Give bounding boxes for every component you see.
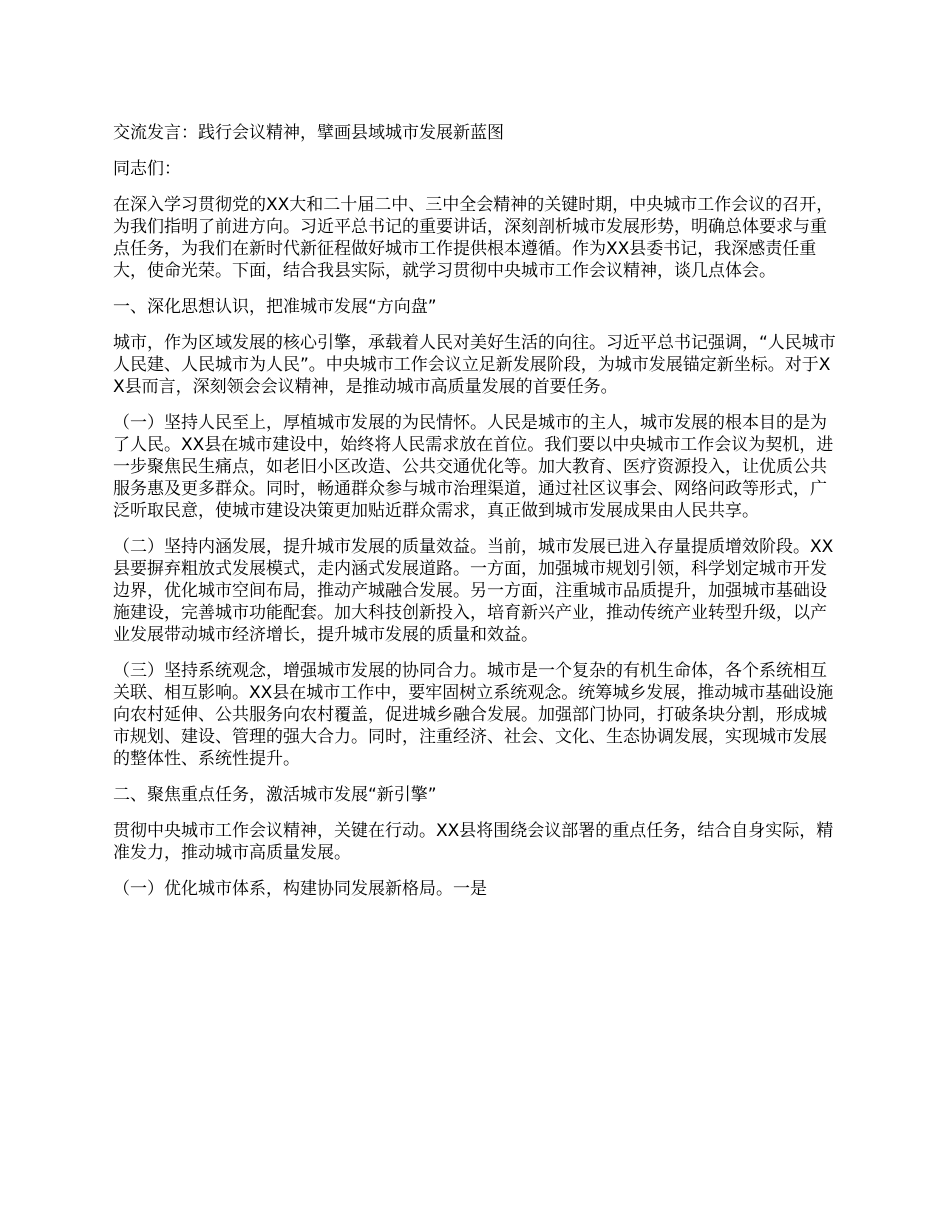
paragraph-intro: 在深入学习贯彻党的XX大和二十届二中、三中全会精神的关键时期，中央城市工作会议的召开，为我们指明了前进方向。习近平总书记的重要讲话，深刻剖析城市发展形势，明确总体要求与重点任务，为我们在新时代新征程做好城市工作提供根本遵循。作为XX县委书记，我深感责任重大，使命光荣。下面，结合我县实际，就学习贯彻中央城市工作会议精神，谈几点体会。: [113, 195, 834, 281]
document-title: 交流发言：践行会议精神，擘画县域城市发展新蓝图: [113, 123, 504, 143]
paragraph-1-1: （一）坚持人民至上，厚植城市发展的为民情怀。人民是城市的主人，城市发展的根本目的是为了人民。XX县在城市建设中，始终将人民需求放在首位。我们要以中央城市工作会议为契机，进一步聚焦民生痛点，如老旧小区改造、公共交通优化等。加大教育、医疗资源投入，让优质公共服务惠及更多群众。同时，畅通群众参与城市治理渠道，通过社区议事会、网络问政等形式，广泛听取民意，使城市建设决策更加贴近群众需求，真正做到城市发展成果由人民共享。: [113, 413, 834, 521]
section-heading-1: 一、深化思想认识，把准城市发展“方向盘”: [113, 297, 437, 317]
paragraph-2-1: （一）优化城市体系，构建协同发展新格局。一是: [113, 879, 487, 899]
paragraph-1-3: （三）坚持系统观念，增强城市发展的协同合力。城市是一个复杂的有机生命体，各个系统相互关联、相互影响。XX县在城市工作中，要牢固树立系统观念。统筹城乡发展，推动城市基础设施向农村延伸、公共服务向农村覆盖，促进城乡融合发展。加强部门协同，打破条块分割，形成城市规划、建设、管理的强大合力。同时，注重经济、社会、文化、生态协调发展，实现城市发展的整体性、系统性提升。: [113, 661, 834, 769]
section-heading-2: 二、聚焦重点任务，激活城市发展“新引擎”: [113, 785, 437, 805]
salutation: 同志们：: [113, 159, 181, 179]
paragraph-section-2-intro: 贯彻中央城市工作会议精神，关键在行动。XX县将围绕会议部署的重点任务，结合自身实际，精准发力，推动城市高质量发展。: [113, 821, 834, 863]
paragraph-1-2: （二）坚持内涵发展，提升城市发展的质量效益。当前，城市发展已进入存量提质增效阶段。XX县要摒弃粗放式发展模式，走内涵式发展道路。一方面，加强城市规划引领，科学划定城市开发边界，优化城市空间布局，推动产城融合发展。另一方面，注重城市品质提升，加强城市基础设施建设，完善城市功能配套。加大科技创新投入，培育新兴产业，推动传统产业转型升级，以产业发展带动城市经济增长，提升城市发展的质量和效益。: [113, 537, 834, 645]
document-page: [113, 122, 841, 914]
paragraph-section-1-intro: 城市，作为区域发展的核心引擎，承载着人民对美好生活的向往。习近平总书记强调，“人民城市人民建、人民城市为人民”。中央城市工作会议立足新发展阶段，为城市发展锚定新坐标。对于XX县而言，深刻领会会议精神，是推动城市高质量发展的首要任务。: [113, 333, 836, 397]
